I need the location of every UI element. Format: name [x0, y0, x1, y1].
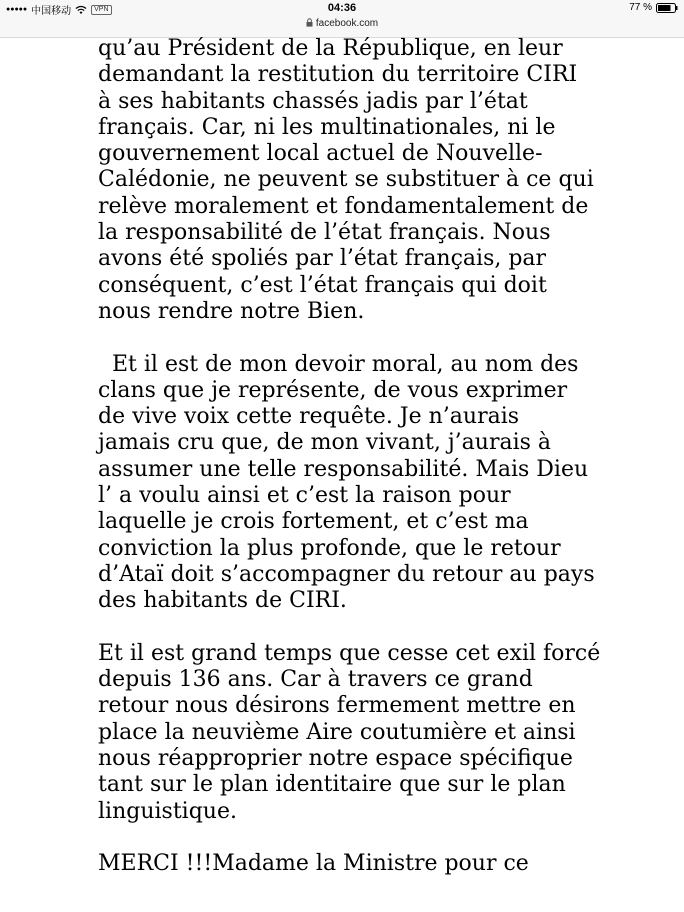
text-line: conséquent, c’est l’état français qui doit — [98, 272, 547, 298]
text-line: laquelle je crois fortement, et c’est ma — [98, 509, 529, 535]
text-line: gouvernement local actuel de Nouvelle- — [98, 141, 543, 167]
text-line: tant sur le plan identitaire que sur le plan — [98, 772, 566, 798]
text-line: relève moralement et fondamentalement de — [98, 193, 589, 219]
text-line: des habitants de CIRI. — [98, 588, 347, 614]
paragraph-4 — [98, 851, 618, 877]
text-line: la responsabilité de l’état français. Nous — [98, 220, 551, 246]
text-line: Et il est grand temps que cesse cet exil forcé — [98, 640, 601, 666]
paragraph-gap — [98, 615, 618, 641]
text-line: demandant la restitution du territoire CIRI — [98, 62, 578, 88]
text-line: qu’au Président de la République, en leur — [98, 36, 563, 61]
battery-icon — [656, 3, 678, 13]
text-line: MERCI !!!Madame la Ministre pour ce — [98, 851, 529, 877]
carrier-name: 中国移动 — [31, 6, 72, 17]
status-time: 04:36 — [327, 2, 357, 14]
text-line: jamais cru que, de mon vivant, j’aurais à — [98, 430, 552, 456]
text-line: avons été spoliés par l’état français, par — [98, 246, 547, 272]
text-line: de vive voix cette requête. Je n’aurais — [98, 404, 520, 430]
status-right — [629, 2, 678, 13]
text-line: français. Car, ni les multinationales, ni le — [98, 114, 556, 140]
article-body — [98, 36, 618, 878]
text-line: linguistique. — [98, 798, 237, 824]
text-line: Et il est de mon devoir moral, au nom des — [98, 351, 579, 377]
lock-icon — [306, 18, 313, 27]
address-bar[interactable] — [0, 18, 684, 29]
paragraph-gap — [98, 325, 618, 351]
text-line: l’ a voulu ainsi et c’est la raison pour — [98, 483, 511, 509]
text-line: depuis 136 ans. Car à travers ce grand — [98, 667, 533, 693]
text-line: clans que je représente, de vous exprimer — [98, 377, 568, 403]
vpn-badge: VPN — [91, 5, 111, 15]
url-text: facebook.com — [315, 18, 379, 29]
paragraph-3 — [98, 641, 618, 825]
paragraph-2 — [98, 352, 618, 615]
battery-percent: 77 % — [629, 2, 652, 13]
text-line: nous réapproprier notre espace spécifique — [98, 746, 573, 772]
text-line: nous rendre notre Bien. — [98, 298, 365, 324]
text-line: Calédonie, ne peuvent se substituer à ce qui — [98, 167, 594, 193]
paragraph-1 — [98, 36, 618, 325]
paragraph-gap — [98, 825, 618, 851]
text-line: conviction la plus profonde, que le retour — [98, 535, 561, 561]
text-line: assumer une telle responsabilité. Mais Dieu — [98, 456, 589, 482]
text-line: retour nous désirons fermement mettre en — [98, 693, 576, 719]
status-bar — [0, 0, 684, 38]
text-line: à ses habitants chassés jadis par l’état — [98, 88, 528, 114]
text-line: d’Ataï doit s’accompagner du retour au pays — [98, 561, 595, 587]
signal-strength-icon: ●●●●● — [6, 6, 28, 13]
text-line: place la neuvième Aire coutumière et ainsi — [98, 719, 576, 745]
